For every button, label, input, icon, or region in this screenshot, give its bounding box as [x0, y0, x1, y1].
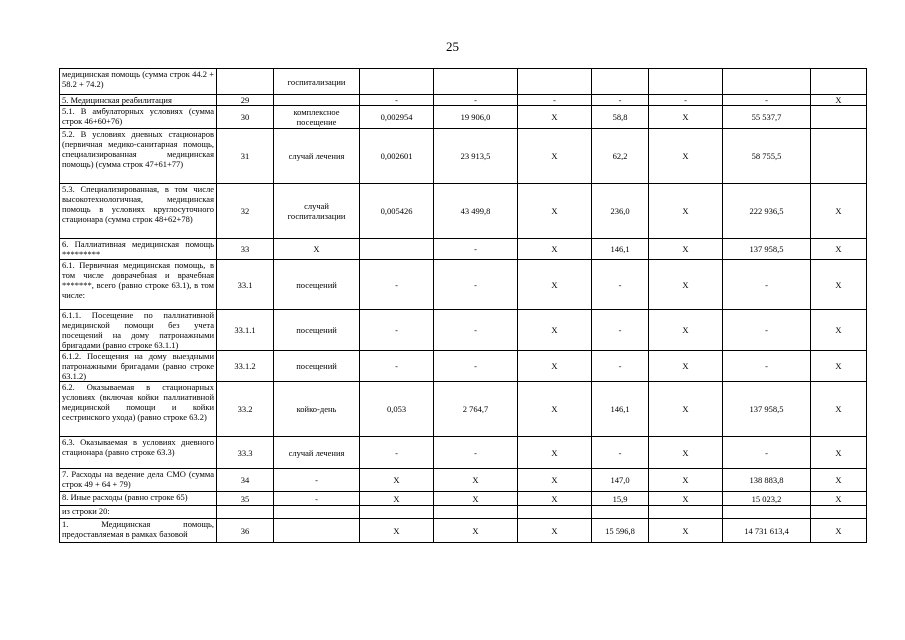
value-cell-c5: 43 499,8 [434, 184, 518, 239]
value-cell-c6: X [518, 469, 592, 492]
value-cell-c6: X [518, 106, 592, 129]
row-unit-cell: посещений [274, 310, 360, 351]
row-unit-cell [274, 95, 360, 106]
row-unit-cell: посещений [274, 260, 360, 310]
value-cell-c7: 58,8 [592, 106, 649, 129]
value-cell-c10: X [811, 184, 867, 239]
value-cell-c9: 15 023,2 [723, 492, 811, 506]
value-cell-c4: X [360, 519, 434, 543]
row-line-cell: 33.1 [217, 260, 274, 310]
value-cell-c5: 23 913,5 [434, 129, 518, 184]
value-cell-c8: X [649, 260, 723, 310]
value-cell-c5: - [434, 310, 518, 351]
table-row [60, 106, 867, 129]
value-cell-c4 [360, 506, 434, 519]
value-cell-c7: 147,0 [592, 469, 649, 492]
row-line-cell: 34 [217, 469, 274, 492]
value-cell-c8: X [649, 129, 723, 184]
row-name-cell: 6.3. Оказываемая в условиях дневного стационара (равно строке 63.3) [60, 437, 217, 469]
value-cell-c8: X [649, 492, 723, 506]
value-cell-c5: - [434, 239, 518, 260]
value-cell-c7: - [592, 95, 649, 106]
value-cell-c8: X [649, 310, 723, 351]
value-cell-c4: 0,005426 [360, 184, 434, 239]
row-line-cell [217, 506, 274, 519]
row-name-cell: 5.1. В амбулаторных условиях (сумма строк 46+60+76) [60, 106, 217, 129]
value-cell-c9 [723, 506, 811, 519]
row-unit-cell [274, 519, 360, 543]
value-cell-c4: 0,053 [360, 382, 434, 437]
table-body [60, 69, 867, 543]
value-cell-c6: - [518, 95, 592, 106]
row-line-cell: 32 [217, 184, 274, 239]
table-row [60, 239, 867, 260]
value-cell-c7: 236,0 [592, 184, 649, 239]
value-cell-c10 [811, 129, 867, 184]
value-cell-c8: X [649, 239, 723, 260]
value-cell-c5: 19 906,0 [434, 106, 518, 129]
value-cell-c6: X [518, 260, 592, 310]
value-cell-c8 [649, 69, 723, 95]
value-cell-c5: - [434, 260, 518, 310]
value-cell-c5 [434, 69, 518, 95]
value-cell-c4: X [360, 469, 434, 492]
row-line-cell: 36 [217, 519, 274, 543]
value-cell-c8: X [649, 351, 723, 382]
value-cell-c8: X [649, 469, 723, 492]
value-cell-c4: - [360, 437, 434, 469]
row-line-cell: 31 [217, 129, 274, 184]
value-cell-c10: X [811, 260, 867, 310]
value-cell-c6: X [518, 382, 592, 437]
row-line-cell: 33 [217, 239, 274, 260]
value-cell-c8 [649, 506, 723, 519]
value-cell-c6: X [518, 129, 592, 184]
value-cell-c9: 137 958,5 [723, 239, 811, 260]
value-cell-c8: X [649, 519, 723, 543]
value-cell-c9: 55 537,7 [723, 106, 811, 129]
value-cell-c9: 222 936,5 [723, 184, 811, 239]
value-cell-c10 [811, 69, 867, 95]
value-cell-c6: X [518, 239, 592, 260]
financial-table [59, 68, 867, 543]
value-cell-c5: X [434, 469, 518, 492]
value-cell-c5: X [434, 492, 518, 506]
table-row [60, 506, 867, 519]
value-cell-c10 [811, 106, 867, 129]
row-unit-cell: случай госпитализации [274, 184, 360, 239]
value-cell-c4: X [360, 492, 434, 506]
value-cell-c10: X [811, 437, 867, 469]
row-unit-cell: - [274, 492, 360, 506]
row-line-cell: 35 [217, 492, 274, 506]
table-row [60, 184, 867, 239]
table-row [60, 492, 867, 506]
value-cell-c8: X [649, 437, 723, 469]
value-cell-c9: 58 755,5 [723, 129, 811, 184]
value-cell-c8: X [649, 382, 723, 437]
row-name-cell: 5.2. В условиях дневных стационаров (первичная медико-санитарная помощь, специализированная медицинская помощь) (сумма строк 47+61+77) [60, 129, 217, 184]
table-row [60, 519, 867, 543]
row-name-cell: 7. Расходы на ведение дела СМО (сумма строк 49 + 64 + 79) [60, 469, 217, 492]
row-line-cell: 33.2 [217, 382, 274, 437]
value-cell-c10 [811, 506, 867, 519]
value-cell-c4: - [360, 310, 434, 351]
value-cell-c5: - [434, 437, 518, 469]
table-row [60, 351, 867, 382]
value-cell-c5: - [434, 351, 518, 382]
value-cell-c6: X [518, 437, 592, 469]
row-unit-cell: - [274, 469, 360, 492]
value-cell-c4: 0,002601 [360, 129, 434, 184]
value-cell-c10: X [811, 382, 867, 437]
value-cell-c9: - [723, 310, 811, 351]
table-row [60, 310, 867, 351]
value-cell-c5: X [434, 519, 518, 543]
row-line-cell: 33.1.2 [217, 351, 274, 382]
row-unit-cell: посещений [274, 351, 360, 382]
value-cell-c9: - [723, 351, 811, 382]
row-unit-cell: случай лечения [274, 129, 360, 184]
value-cell-c6: X [518, 492, 592, 506]
table-row [60, 129, 867, 184]
value-cell-c9: 14 731 613,4 [723, 519, 811, 543]
value-cell-c6 [518, 69, 592, 95]
row-unit-cell: X [274, 239, 360, 260]
value-cell-c9: 137 958,5 [723, 382, 811, 437]
value-cell-c9: - [723, 437, 811, 469]
value-cell-c6: X [518, 351, 592, 382]
row-line-cell: 30 [217, 106, 274, 129]
value-cell-c6: X [518, 519, 592, 543]
value-cell-c6: X [518, 184, 592, 239]
value-cell-c7: 15 596,8 [592, 519, 649, 543]
value-cell-c4: - [360, 351, 434, 382]
value-cell-c6: X [518, 310, 592, 351]
row-name-cell: 6. Паллиативная медицинская помощь ********* [60, 239, 217, 260]
value-cell-c7: 146,1 [592, 382, 649, 437]
table-row [60, 260, 867, 310]
value-cell-c10: X [811, 95, 867, 106]
row-unit-cell [274, 506, 360, 519]
row-line-cell: 33.1.1 [217, 310, 274, 351]
value-cell-c7: - [592, 260, 649, 310]
row-line-cell [217, 69, 274, 95]
value-cell-c10: X [811, 492, 867, 506]
value-cell-c9: - [723, 260, 811, 310]
table-row [60, 95, 867, 106]
value-cell-c5 [434, 506, 518, 519]
table-row [60, 437, 867, 469]
value-cell-c9: - [723, 95, 811, 106]
value-cell-c7: - [592, 437, 649, 469]
row-name-cell: 6.1.1. Посещение по паллиативной медицинской помощи без учета посещений на дому патронажными бригадами (равно строке 63.1.1) [60, 310, 217, 351]
row-name-cell: 6.1.2. Посещения на дому выездными патронажными бригадами (равно строке 63.1.2) [60, 351, 217, 382]
value-cell-c10: X [811, 351, 867, 382]
row-line-cell: 29 [217, 95, 274, 106]
value-cell-c6 [518, 506, 592, 519]
value-cell-c4: - [360, 260, 434, 310]
row-name-cell: 6.2. Оказываемая в стационарных условиях (включая койки паллиативной медицинской помощи и койки сестринского ухода) (равно строке 63.2) [60, 382, 217, 437]
value-cell-c5: - [434, 95, 518, 106]
value-cell-c4 [360, 69, 434, 95]
value-cell-c5: 2 764,7 [434, 382, 518, 437]
value-cell-c8: X [649, 184, 723, 239]
value-cell-c9 [723, 69, 811, 95]
row-name-cell: 5. Медицинская реабилитация [60, 95, 217, 106]
row-name-cell: из строки 20: [60, 506, 217, 519]
row-name-cell: 5.3. Специализированная, в том числе высокотехнологичная, медицинская помощь в условиях круглосуточного стационара (сумма строк 48+62+78) [60, 184, 217, 239]
value-cell-c7: 146,1 [592, 239, 649, 260]
row-name-cell: 8. Иные расходы (равно строке 65) [60, 492, 217, 506]
row-name-cell: 6.1. Первичная медицинская помощь, в том числе доврачебная и врачебная *******, всего (равно строке 63.1), в том числе: [60, 260, 217, 310]
value-cell-c8: X [649, 106, 723, 129]
value-cell-c10: X [811, 310, 867, 351]
row-unit-cell: случай лечения [274, 437, 360, 469]
value-cell-c10: X [811, 519, 867, 543]
value-cell-c7: - [592, 351, 649, 382]
row-unit-cell: госпитализации [274, 69, 360, 95]
value-cell-c9: 138 883,8 [723, 469, 811, 492]
page-number: 25 [446, 39, 459, 54]
value-cell-c7: - [592, 310, 649, 351]
row-unit-cell: комплексное посещение [274, 106, 360, 129]
value-cell-c4 [360, 239, 434, 260]
value-cell-c7: 62,2 [592, 129, 649, 184]
table-row [60, 469, 867, 492]
value-cell-c4: - [360, 95, 434, 106]
value-cell-c10: X [811, 239, 867, 260]
value-cell-c8: - [649, 95, 723, 106]
value-cell-c7 [592, 69, 649, 95]
table-row [60, 382, 867, 437]
row-line-cell: 33.3 [217, 437, 274, 469]
row-unit-cell: койко-день [274, 382, 360, 437]
table-row [60, 69, 867, 95]
row-name-cell: 1. Медицинская помощь, предоставляемая в рамках базовой [60, 519, 217, 543]
value-cell-c10: X [811, 469, 867, 492]
row-name-cell: медицинская помощь (сумма строк 44.2 + 58.2 + 74.2) [60, 69, 217, 95]
value-cell-c7: 15,9 [592, 492, 649, 506]
value-cell-c4: 0,002954 [360, 106, 434, 129]
value-cell-c7 [592, 506, 649, 519]
